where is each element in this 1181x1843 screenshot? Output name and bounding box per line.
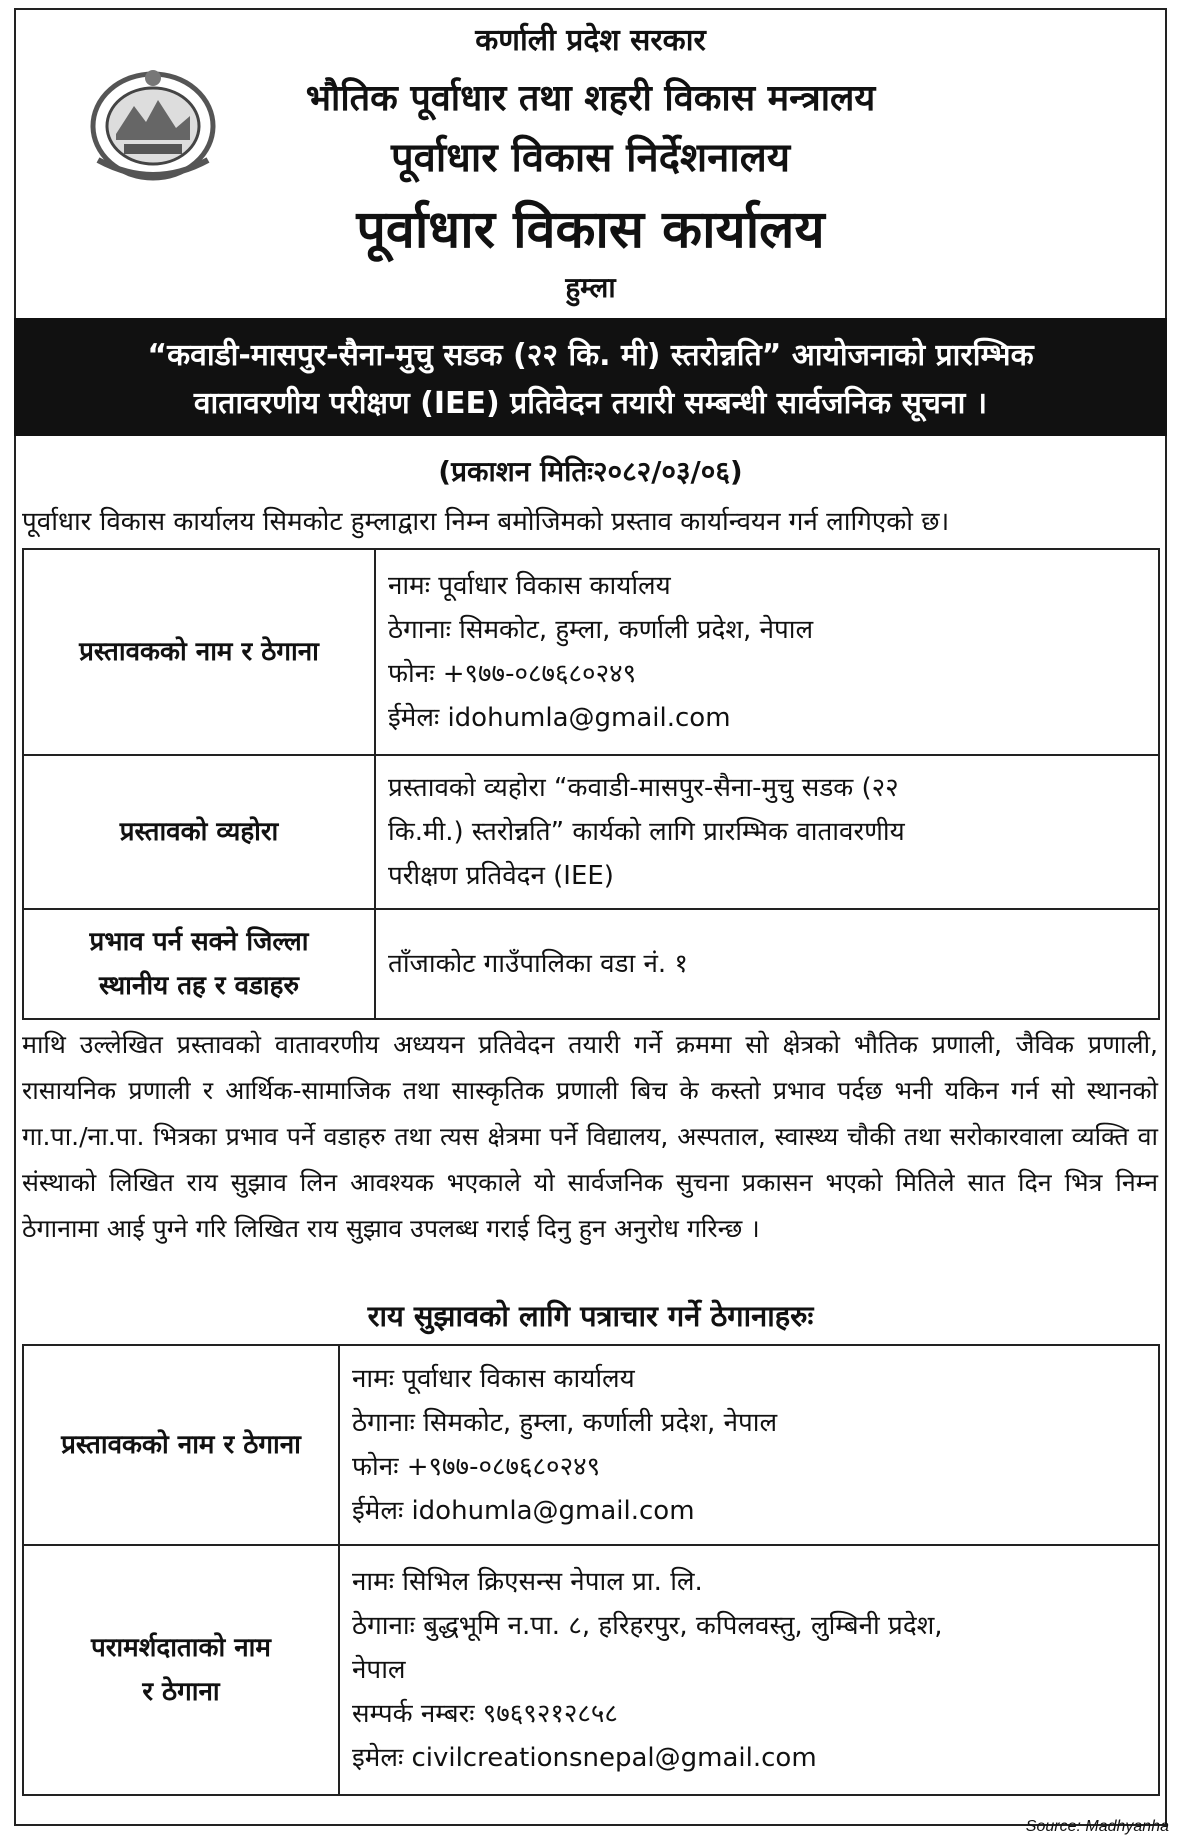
proposal-subject xyxy=(375,755,1159,909)
proposer-label: प्रस्तावकको नाम र ठेगाना xyxy=(23,549,375,755)
ministry-title: भौतिक पूर्वाधार तथा शहरी विकास मन्त्रालय xyxy=(305,78,876,119)
consultant-label-line-1: परामर्शदाताको नाम xyxy=(91,1633,271,1663)
consultant-label-line-2: र ठेगाना xyxy=(142,1677,220,1707)
banner-line-1: “कवाडी-मासपुर-सैना-मुचु सडक (२२ कि. मी) स्तरोन्नति” आयोजनाको प्रारम्भिक xyxy=(147,338,1034,373)
notice-title-banner xyxy=(14,318,1167,436)
table-row xyxy=(23,909,1159,1019)
table-row xyxy=(23,549,1159,755)
contact-proposer-address: ठेगानाः सिमकोट, हुम्ला, कर्णाली प्रदेश, नेपाल xyxy=(352,1408,778,1438)
office-title: पूर्वाधार विकास कार्यालय xyxy=(356,200,825,260)
consultant-email: इमेलः civilcreationsnepal@gmail.com xyxy=(352,1743,817,1773)
consultant-details xyxy=(339,1545,1159,1795)
intro-text: पूर्वाधार विकास कार्यालय सिमकोट हुम्लाद्वारा निम्न बमोजिमको प्रस्ताव कार्यान्वयन गर्न लागिएको छ। xyxy=(22,507,950,537)
province-government-title: कर्णाली प्रदेश सरकार xyxy=(475,23,706,58)
proposal-subject-line-3: परीक्षण प्रतिवेदन (IEE) xyxy=(388,861,614,891)
proposer-details xyxy=(375,549,1159,755)
proposer-phone: फोनः +९७७-०८७६८०२४९ xyxy=(388,659,637,689)
directorate-title: पूर्वाधार विकास निर्देशनालय xyxy=(390,135,791,181)
district-name: हुम्ला xyxy=(565,271,616,304)
banner-line-2: वातावरणीय परीक्षण (IEE) प्रतिवेदन तयारी सम्बन्धी सार्वजनिक सूचना । xyxy=(193,386,988,421)
notice-paragraph: माथि उल्लेखित प्रस्तावको वातावरणीय अध्ययन प्रतिवेदन तयारी गर्ने क्रममा सो क्षेत्रको भौतिक प्रणाली, जैविक प्रणाली, रासायनिक प्रणाली र आर्थिक-सामाजिक तथा सास्कृतिक प्रणाली बिच के कस्तो प्रभाव पर्दछ भनी यकिन गर्न सो स्थानको गा.पा./ना.पा. भित्रका प्रभाव पर्ने वडाहरु तथा त्यस क्षेत्रमा पर्ने विद्यालय, अस्पताल, स्वास्थ्य चौकी तथा सरोकारवाला व्यक्ति वा संस्थाको लिखित राय सुझाव लिन आवश्यक भएकाले यो सार्वजनिक सुचना प्रकासन भएको मितिले सात दिन भित्र निम्न ठेगानामा आई पुग्ने गरि लिखित राय सुझाव उपलब्ध गराई दिनु हुन अनुरोध गरिन्छ । xyxy=(22,1030,1158,1243)
consultant-name: नामः सिभिल क्रिएसन्स नेपाल प्रा. लि. xyxy=(352,1567,703,1597)
consultant-contact-number: सम्पर्क नम्बरः ९७६९२१२८५८ xyxy=(352,1699,618,1729)
consultant-address-line-1: ठेगानाः बुद्धभूमि न.पा. ८, हरिहरपुर, कपिलवस्तु, लुम्बिनी प्रदेश, xyxy=(352,1611,943,1641)
proposer-address: ठेगानाः सिमकोट, हुम्ला, कर्णाली प्रदेश, नेपाल xyxy=(388,615,814,645)
contact-proposer-phone: फोनः +९७७-०८७६८०२४९ xyxy=(352,1452,601,1482)
affected-area-label-line-1: प्रभाव पर्न सक्ने जिल्ला xyxy=(89,927,309,957)
proposal-subject-line-2: कि.मी.) स्तरोन्नति” कार्यको लागि प्रारम्भिक वातावरणीय xyxy=(388,817,905,847)
affected-area-value xyxy=(375,909,1159,1019)
affected-area-label xyxy=(23,909,375,1019)
table-row xyxy=(23,755,1159,909)
consultant-label xyxy=(23,1545,339,1795)
publication-date: (प्रकाशन मितिः२०८२/०३/०६) xyxy=(438,455,743,488)
affected-area-label-line-2: स्थानीय तह र वडाहरु xyxy=(98,971,300,1001)
contact-proposer-details xyxy=(339,1345,1159,1545)
affected-area-text: ताँजाकोट गाउँपालिका वडा नं. १ xyxy=(388,949,688,979)
proposer-name: नामः पूर्वाधार विकास कार्यालय xyxy=(388,571,671,601)
contact-proposer-name: नामः पूर्वाधार विकास कार्यालय xyxy=(352,1364,635,1394)
contact-heading: राय सुझावको लागि पत्राचार गर्ने ठेगानाहरुः xyxy=(367,1299,814,1333)
source-credit: Source: Madhyanha xyxy=(1025,1818,1169,1835)
contact-table xyxy=(22,1344,1160,1796)
table-row xyxy=(23,1545,1159,1795)
consultant-address-line-2: नेपाल xyxy=(352,1655,406,1685)
contact-proposer-label: प्रस्तावकको नाम र ठेगाना xyxy=(23,1345,339,1545)
table-row xyxy=(23,1345,1159,1545)
proposer-email: ईमेलः idohumla@gmail.com xyxy=(388,703,731,733)
proposal-subject-line-1: प्रस्तावको व्यहोरा “कवाडी-मासपुर-सैना-मुचु सडक (२२ xyxy=(388,773,899,803)
proposal-table xyxy=(22,548,1160,1020)
proposal-subject-label: प्रस्तावको व्यहोरा xyxy=(23,755,375,909)
contact-proposer-email: ईमेलः idohumla@gmail.com xyxy=(352,1496,695,1526)
